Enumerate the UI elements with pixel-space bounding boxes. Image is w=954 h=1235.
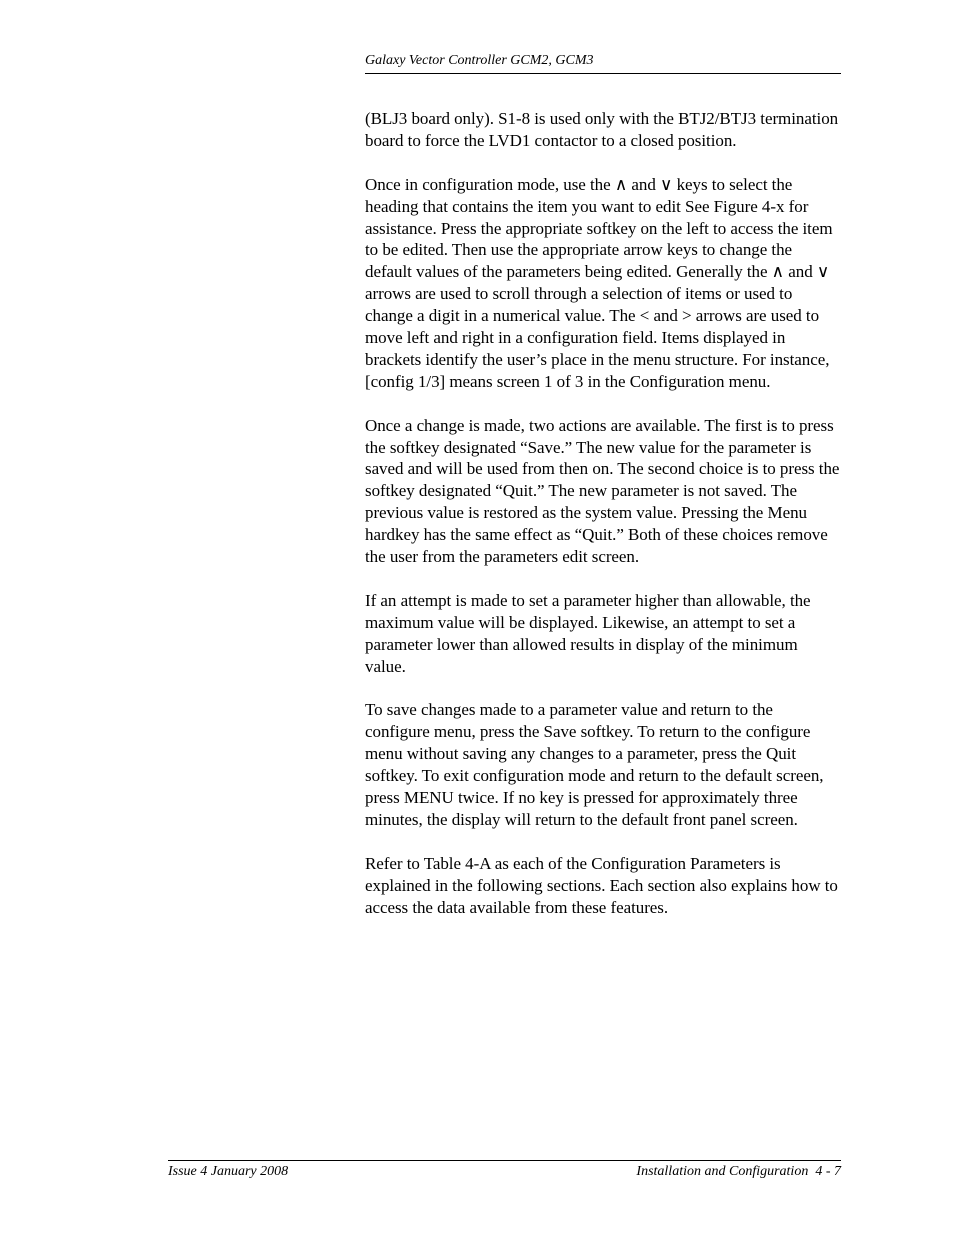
running-header xyxy=(365,51,841,74)
paragraph-parameter-limits: If an attempt is made to set a parameter higher than allowable, the maximum value will be displayed. Likewise, an attempt to set a parameter lower than allowed results in display of the minimum value. xyxy=(365,590,811,676)
body-text xyxy=(365,108,841,940)
running-footer xyxy=(168,1160,841,1182)
paragraph-blj3-board: (BLJ3 board only). S1-8 is used only with the BTJ2/BTJ3 termination board to force the LVD1 contactor to a closed position. xyxy=(365,109,839,150)
paragraph-save-quit-actions: Once a change is made, two actions are available. The first is to press the softkey designated “Save.” The new value for the parameter is saved and will be used from then on. The second choice is to press the softkey designated “Quit.” The new parameter is not saved. The previous value is restored as the system value. Pressing the Menu hardkey has the same effect as “Quit.” Both of these choices remove the user from the parameters edit screen. xyxy=(365,415,840,567)
footer-section-page: Installation and Configuration 4 - 7 xyxy=(636,1164,841,1179)
paragraph-configuration-mode: Once in configuration mode, use the ∧ and ∨ keys to select the heading that contains the item you want to edit See Figure 4-x for assistance. Press the appropriate softkey on the left to access the item to be edited. Then use the appropriate arrow keys to change the default values of the parameters being edited. Generally the ∧ and ∨ arrows are used to scroll through a selection of items or used to change a digit in a numerical value. The < and > arrows are used to move left and right in a configuration field. Items displayed in brackets identify the user’s place in the menu structure. For instance, [config 1/3] means screen 1 of 3 in the Configuration menu. xyxy=(365,174,833,391)
paragraph-table-reference: Refer to Table 4-A as each of the Configuration Parameters is explained in the following sections. Each section also explains how to access the data available from these features. xyxy=(365,853,838,917)
document-title: Galaxy Vector Controller GCM2, GCM3 xyxy=(365,53,594,68)
paragraph-save-changes: To save changes made to a parameter value and return to the configure menu, press the Save softkey. To return to the configure menu without saving any changes to a parameter, press the Quit softkey. To exit configuration mode and return to the default screen, press MENU twice. If no key is pressed for approximately three minutes, the display will return to the default front panel screen. xyxy=(365,700,824,829)
footer-issue-date: Issue 4 January 2008 xyxy=(168,1164,289,1179)
